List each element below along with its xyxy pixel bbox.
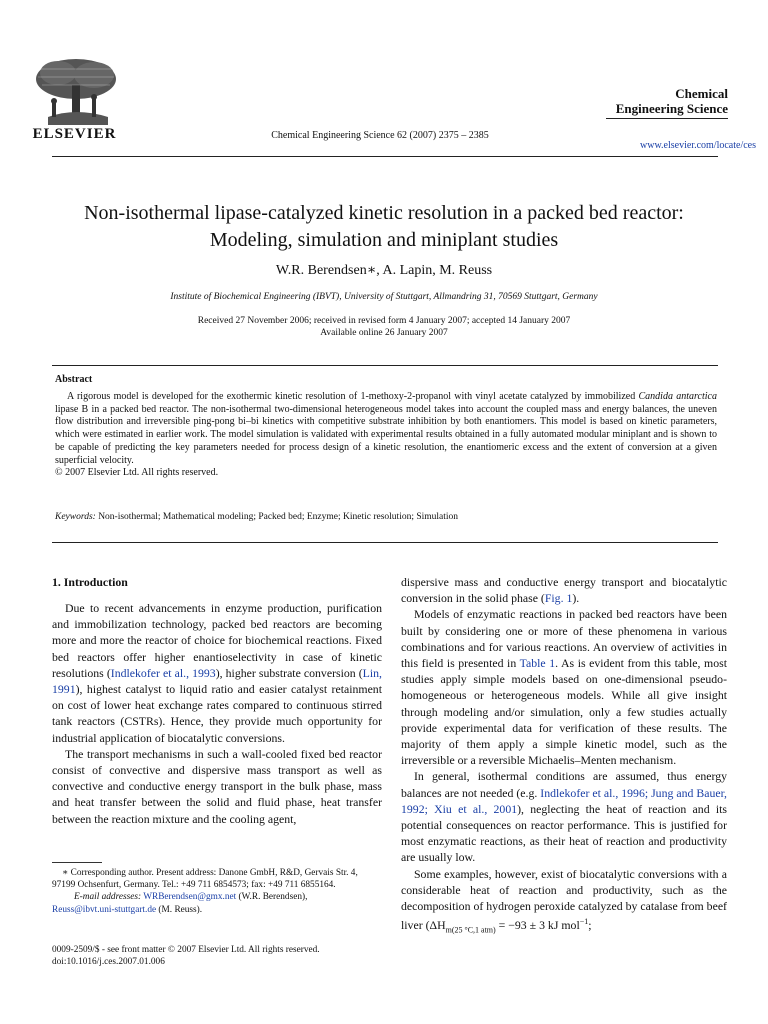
table-link[interactable]: Table 1 [519, 656, 556, 671]
available-online: Available online 26 January 2007 [320, 328, 448, 338]
text-run: ), neglecting the heat of reaction and its potential consequences on reactor performance. This is justified for most enzymatic reactions, as their heat of reaction and productivity are usually low. [401, 801, 727, 865]
email-line [52, 891, 382, 903]
abstract-part2: lipase B in a packed bed reactor. The non-isothermal two-dimensional heterogeneous model takes into account the coupled mass and energy balances, the uneven flow distribution and irreversible ping-pong bi–bi kinetics with competitive substrate inhibition by both enantiomers. This model is based on kinetic parameters, which were estimated in earlier work. The model simulation is validated with experimental results obtained in a fully automated modular miniplant and is shown to be capable of predicting the key parameters needed for process design of a kinetic resolution, the enantiomeric excess and the extent of conversion at a given superficial velocity. [55, 403, 717, 466]
text-run: dispersive mass and conductive energy transport and biocatalytic conversion in the solid phase ( [401, 575, 727, 606]
author-list: W.R. Berendsen∗, A. Lapin, M. Reuss [275, 263, 493, 278]
abstract-part1: A rigorous model is developed for the exothermic kinetic resolution of 1-methoxy-2-propanol with vinyl acetate catalyzed by immobilized [67, 391, 639, 402]
doi-line: doi:10.1016/j.ces.2007.01.006 [52, 957, 165, 968]
email-link[interactable]: WRBerendsen@gmx.net [143, 892, 237, 903]
article-dates [40, 315, 728, 339]
abstract-copyright: © 2007 Elsevier Ltd. All rights reserved. [55, 467, 219, 479]
keywords-text: Non-isothermal; Mathematical modeling; Packed bed; Enzyme; Kinetic resolution; Simulation [95, 512, 459, 522]
title-line1: Non-isothermal lipase-catalyzed kinetic resolution in a packed bed reactor: [84, 202, 684, 224]
text-run: Due to recent advancements in enzyme production, purification and immobilization technology, packed bed reactors are becoming more and more the reactor of choice for biochemical reactions. Fixed bed reactors offer higher enantioselectivity in case of kinetic resolutions ( [52, 601, 382, 680]
text-run: ; [588, 918, 592, 933]
publisher-name: ELSEVIER [32, 126, 117, 142]
right-column [401, 574, 727, 939]
journal-divider [606, 118, 728, 119]
journal-url-link[interactable]: www.elsevier.com/locate/ces [640, 140, 756, 151]
email-owner: (M. Reuss). [156, 904, 203, 915]
citation-link[interactable]: Lin, 1991 [52, 665, 383, 697]
received-dates: Received 27 November 2006; received in revised form 4 January 2007; accepted 14 January 2007 [197, 316, 571, 326]
subscript: m(25 °C,1 atm) [445, 925, 496, 935]
corresponding-author-note: ∗ Corresponding author. Present address: Danone GmbH, R&D, Gervais Str. 4, 97199 Ochsenfurt, Germany. Tel.: +49 711 6854573; fax: +49 711 6855164. [52, 868, 358, 891]
elsevier-tree-icon [28, 55, 124, 129]
paragraph [401, 768, 727, 865]
email-link[interactable]: Reuss@ibvt.uni-stuttgart.de [52, 904, 157, 915]
paragraph [401, 574, 727, 606]
text-run: ), highest catalyst to liquid ratio and easier catalyst retainment on cost of lower heat exchange rates compared to continuous stirred tank reactors (CSTRs). Hence, they provide much opportunity for industrial application of biocatalytic conversions. [52, 682, 382, 745]
paragraph [401, 606, 727, 768]
journal-name-line1: Chemical [675, 86, 728, 101]
page-footer [52, 944, 392, 968]
title-line2: Modeling, simulation and miniplant studies [209, 229, 559, 251]
abstract-species: Candida antarctica [638, 391, 717, 402]
footnote [52, 867, 382, 916]
figure-link[interactable]: Fig. 1 [544, 591, 573, 606]
left-column [52, 600, 382, 827]
article-title [40, 200, 728, 254]
abstract-top-rule [52, 365, 718, 366]
text-run: . As is evident from this table, most studies apply simple models based on one-dimensional pseudo-homogeneous or heterogeneous models. While all give insight through modeling and/or simulation, only a few studies actually provide experimental data for verification of these results. The majority of them apply a simple kinetic model, such as the irreversible or a reversible Michaelis–Menten mechanism. [401, 656, 727, 768]
keywords [55, 512, 717, 522]
paragraph [52, 600, 382, 746]
journal-name-line2: Engineering Science [615, 101, 728, 116]
journal-name [528, 86, 728, 116]
text-run: = −93 ± 3 kJ mol [495, 918, 580, 933]
affiliation: Institute of Biochemical Engineering (IBVT), University of Stuttgart, Allmandring 31, 70569 Stuttgart, Germany [170, 292, 598, 302]
footnote-rule [52, 862, 102, 863]
body-top-rule [52, 542, 718, 543]
email-owner: (W.R. Berendsen), [236, 892, 308, 903]
paragraph [401, 866, 727, 939]
journal-citation: Chemical Engineering Science 62 (2007) 2375 – 2385 [271, 130, 489, 141]
email-line-2 [52, 904, 382, 916]
section-heading-introduction: 1. Introduction [52, 575, 128, 589]
text-run: ), higher substrate conversion ( [215, 665, 363, 680]
abstract-heading: Abstract [55, 374, 93, 385]
email-label: E-mail addresses: [74, 892, 142, 903]
text-run: ). [572, 591, 580, 606]
text-run: In general, isothermal conditions are assumed, thus energy balances are not needed (e.g. [401, 769, 727, 800]
paragraph: The transport mechanisms in such a wall-cooled fixed bed reactor consist of convective and dispersive mass transport as well as convective and conductive energy transport in the bulk phase, mass and heat transfer between the solid and fluid phase, heat transfer between the reaction mixture and the cooling agent, [52, 746, 382, 826]
abstract-text [55, 391, 717, 480]
superscript: −1 [579, 917, 589, 927]
text-run: Some examples, however, exist of biocatalytic conversions with a considerable heat of reaction and productivity, such as the decomposition of hydrogen peroxide catalyzed by catalase from beef liver (ΔH [401, 866, 727, 933]
citation-link[interactable]: Indlekofer et al., 1996; Jung and Bauer, 1992; Xiu et al., 2001 [401, 785, 727, 816]
citation-link[interactable]: Indlekofer et al., 1993 [110, 665, 216, 680]
header-rule [52, 156, 718, 157]
text-run: Models of enzymatic reactions in packed bed reactors have been built by considering one or more of these phenomena in various combinations and for various reactions. An overview of activities in this field is presented in [401, 607, 727, 671]
issn-line: 0009-2509/$ - see front matter © 2007 Elsevier Ltd. All rights reserved. [52, 945, 320, 955]
keywords-label: Keywords: [55, 512, 96, 522]
